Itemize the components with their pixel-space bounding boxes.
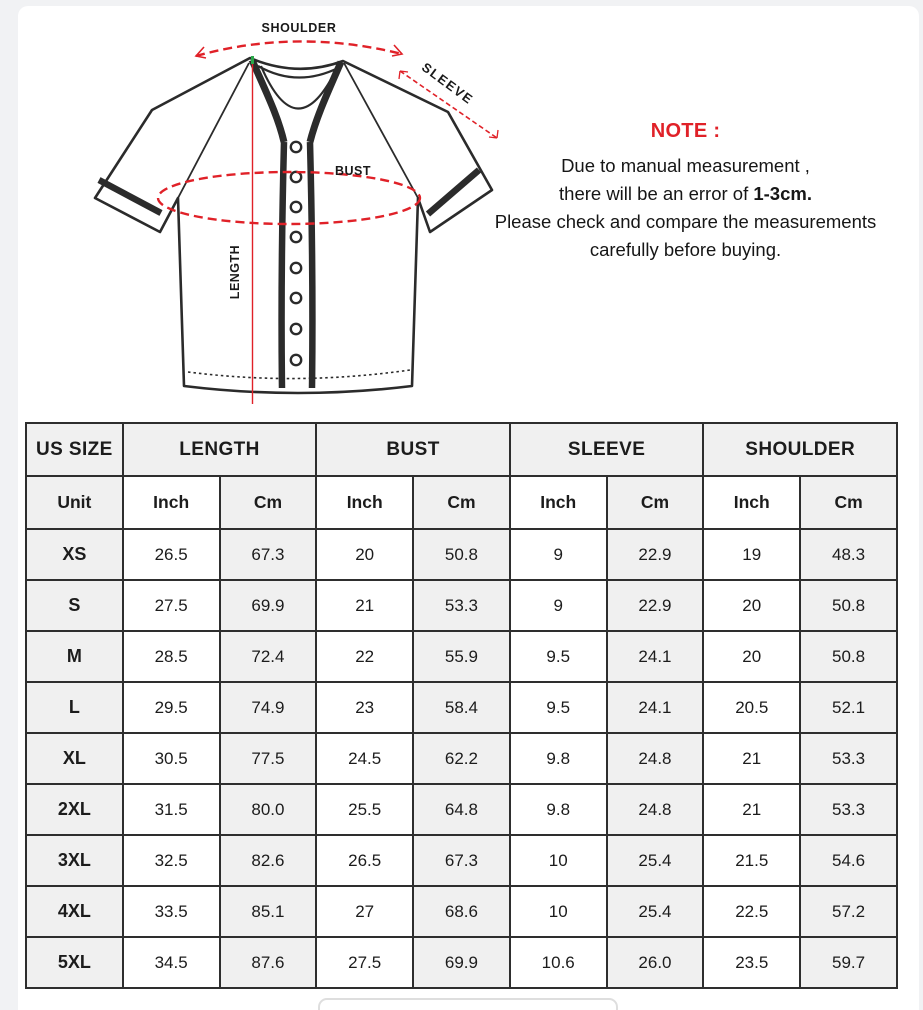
value-cell: 24.8 [607,733,704,784]
value-cell: 25.5 [316,784,413,835]
value-cell: 50.8 [413,529,510,580]
placket-left-band [282,142,284,388]
value-cell: 25.4 [607,835,704,886]
shoulder-measure-arc [196,41,402,56]
value-cell: 21 [703,784,800,835]
value-cell: 50.8 [800,580,897,631]
bust-label: BUST [334,164,372,178]
unit-cell: Inch [316,476,413,529]
size-cell: L [26,682,123,733]
value-cell: 34.5 [123,937,220,988]
value-cell: 22.9 [607,529,704,580]
size-cell: 4XL [26,886,123,937]
value-cell: 23.5 [703,937,800,988]
note-line-2 [458,180,913,208]
unit-cell: Cm [220,476,317,529]
note-block [458,120,913,264]
table-row [26,580,897,631]
value-cell: 29.5 [123,682,220,733]
value-cell: 20 [703,580,800,631]
value-cell: 26.0 [607,937,704,988]
unit-cell: Inch [510,476,607,529]
table-row [26,631,897,682]
value-cell: 26.5 [123,529,220,580]
col-group-shoulder: SHOULDER [703,423,897,476]
value-cell: 24.1 [607,631,704,682]
table-row [26,835,897,886]
value-cell: 10 [510,886,607,937]
size-cell: M [26,631,123,682]
value-cell: 20 [316,529,413,580]
size-cell: 3XL [26,835,123,886]
value-cell: 22.5 [703,886,800,937]
table-row [26,886,897,937]
col-group-bust: BUST [316,423,510,476]
length-label: LENGTH [228,244,242,300]
value-cell: 31.5 [123,784,220,835]
value-cell: 50.8 [800,631,897,682]
value-cell: 69.9 [220,580,317,631]
note-line-2-emphasis: 1-3cm. [753,183,812,204]
note-line-4: carefully before buying. [589,239,782,260]
size-table [25,422,898,989]
value-cell: 22.9 [607,580,704,631]
value-cell: 9.5 [510,631,607,682]
placket-right-band [310,142,312,388]
size-cell: 2XL [26,784,123,835]
note-title: NOTE : [650,120,721,142]
table-row [26,733,897,784]
value-cell: 48.3 [800,529,897,580]
value-cell: 9.8 [510,784,607,835]
value-cell: 10 [510,835,607,886]
value-cell: 26.5 [316,835,413,886]
value-cell: 53.3 [800,784,897,835]
value-cell: 67.3 [413,835,510,886]
value-cell: 21 [316,580,413,631]
value-cell: 9.5 [510,682,607,733]
table-row [26,529,897,580]
size-cell: 5XL [26,937,123,988]
value-cell: 52.1 [800,682,897,733]
shoulder-label: SHOULDER [261,21,337,35]
value-cell: 62.2 [413,733,510,784]
value-cell: 19 [703,529,800,580]
col-group-length: LENGTH [123,423,317,476]
note-line-1: Due to manual measurement , [561,155,810,176]
value-cell: 24.8 [607,784,704,835]
jersey-measurement-diagram [70,5,515,410]
value-cell: 22 [316,631,413,682]
value-cell: 24.5 [316,733,413,784]
unit-cell: Cm [413,476,510,529]
cutoff-bottom-element [318,998,618,1010]
value-cell: 67.3 [220,529,317,580]
unit-cell: Cm [800,476,897,529]
note-line-2-text: there will be an error of [559,183,754,204]
size-table-container [25,422,898,989]
value-cell: 25.4 [607,886,704,937]
value-cell: 68.6 [413,886,510,937]
size-cell: XS [26,529,123,580]
value-cell: 54.6 [800,835,897,886]
value-cell: 74.9 [220,682,317,733]
col-group-sleeve: SLEEVE [510,423,704,476]
value-cell: 55.9 [413,631,510,682]
value-cell: 32.5 [123,835,220,886]
value-cell: 53.3 [800,733,897,784]
value-cell: 30.5 [123,733,220,784]
value-cell: 20 [703,631,800,682]
table-row [26,682,897,733]
value-cell: 21 [703,733,800,784]
col-group-us-size: US SIZE [26,423,123,476]
value-cell: 33.5 [123,886,220,937]
value-cell: 9.8 [510,733,607,784]
unit-label-cell: Unit [26,476,123,529]
value-cell: 21.5 [703,835,800,886]
value-cell: 53.3 [413,580,510,631]
unit-cell: Cm [607,476,704,529]
value-cell: 57.2 [800,886,897,937]
note-line-3: Please check and compare the measurements [494,211,877,232]
value-cell: 27.5 [316,937,413,988]
value-cell: 23 [316,682,413,733]
unit-cell: Inch [703,476,800,529]
value-cell: 80.0 [220,784,317,835]
unit-cell: Inch [123,476,220,529]
value-cell: 28.5 [123,631,220,682]
value-cell: 27 [316,886,413,937]
value-cell: 27.5 [123,580,220,631]
value-cell: 72.4 [220,631,317,682]
group-header-row [26,423,897,476]
value-cell: 20.5 [703,682,800,733]
value-cell: 82.6 [220,835,317,886]
size-cell: XL [26,733,123,784]
value-cell: 69.9 [413,937,510,988]
table-row [26,937,897,988]
value-cell: 9 [510,580,607,631]
size-cell: S [26,580,123,631]
value-cell: 58.4 [413,682,510,733]
jersey-illustration [70,5,515,410]
value-cell: 10.6 [510,937,607,988]
value-cell: 9 [510,529,607,580]
value-cell: 64.8 [413,784,510,835]
unit-header-row [26,476,897,529]
table-row [26,784,897,835]
value-cell: 59.7 [800,937,897,988]
size-table-body [26,529,897,988]
value-cell: 77.5 [220,733,317,784]
sleeve-label: SLEEVE [418,59,477,108]
value-cell: 85.1 [220,886,317,937]
value-cell: 24.1 [607,682,704,733]
value-cell: 87.6 [220,937,317,988]
